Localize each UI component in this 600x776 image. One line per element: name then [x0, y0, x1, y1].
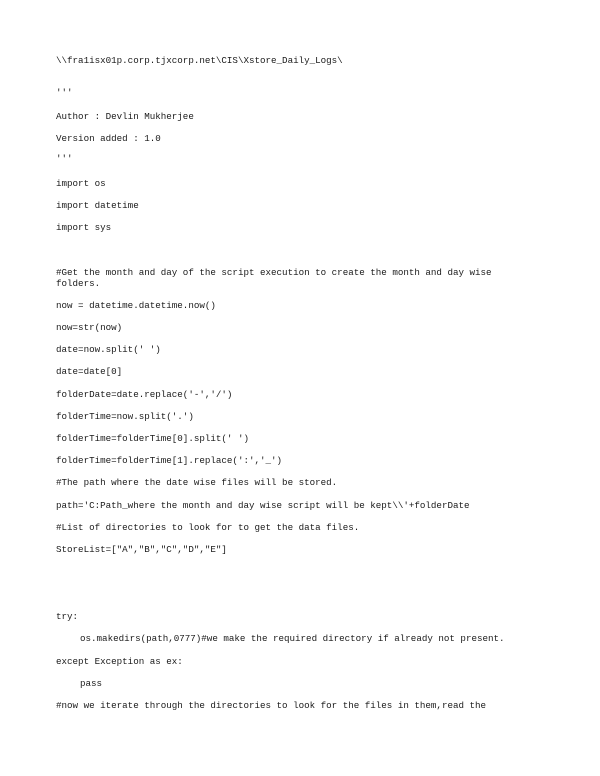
code-line: os.makedirs(path,0777)#we make the required directory if already not present. — [80, 633, 505, 644]
code-line: folderTime=folderTime[1].replace(':','_') — [56, 455, 283, 466]
code-line: Version added : 1.0 — [56, 133, 161, 144]
code-line: folderDate=date.replace('-','/') — [56, 389, 233, 400]
code-line: StoreList=["A","B","C","D","E"] — [56, 544, 227, 555]
code-line: #Get the month and day of the script execution to create the month and day wise folders. — [56, 267, 498, 289]
code-line: import os — [56, 178, 106, 189]
code-line: except Exception as ex: — [56, 656, 183, 667]
code-line: ''' — [56, 87, 73, 98]
code-line: now=str(now) — [56, 322, 123, 333]
code-line: #The path where the date wise files will be stored. — [56, 477, 338, 488]
code-line: #now we iterate through the directories to look for the files in them,read the — [56, 700, 487, 711]
code-line: try: — [56, 611, 79, 622]
code-line: now = datetime.datetime.now() — [56, 300, 216, 311]
code-line: Author : Devlin Mukherjee — [56, 111, 194, 122]
code-line: #List of directories to look for to get the data files. — [56, 522, 360, 533]
code-line: \\fra1isx01p.corp.tjxcorp.net\CIS\Xstore_Daily_Logs\ — [56, 55, 343, 66]
code-line: folderTime=now.split('.') — [56, 411, 194, 422]
code-line: pass — [80, 678, 103, 689]
code-line: folderTime=folderTime[0].split(' ') — [56, 433, 249, 444]
code-line: ''' — [56, 153, 73, 164]
code-line: path='C:Path_where the month and day wise script will be kept\\'+folderDate — [56, 500, 470, 511]
code-line: import datetime — [56, 200, 139, 211]
code-line: date=now.split(' ') — [56, 344, 161, 355]
code-line: date=date[0] — [56, 366, 123, 377]
code-line: import sys — [56, 222, 112, 233]
